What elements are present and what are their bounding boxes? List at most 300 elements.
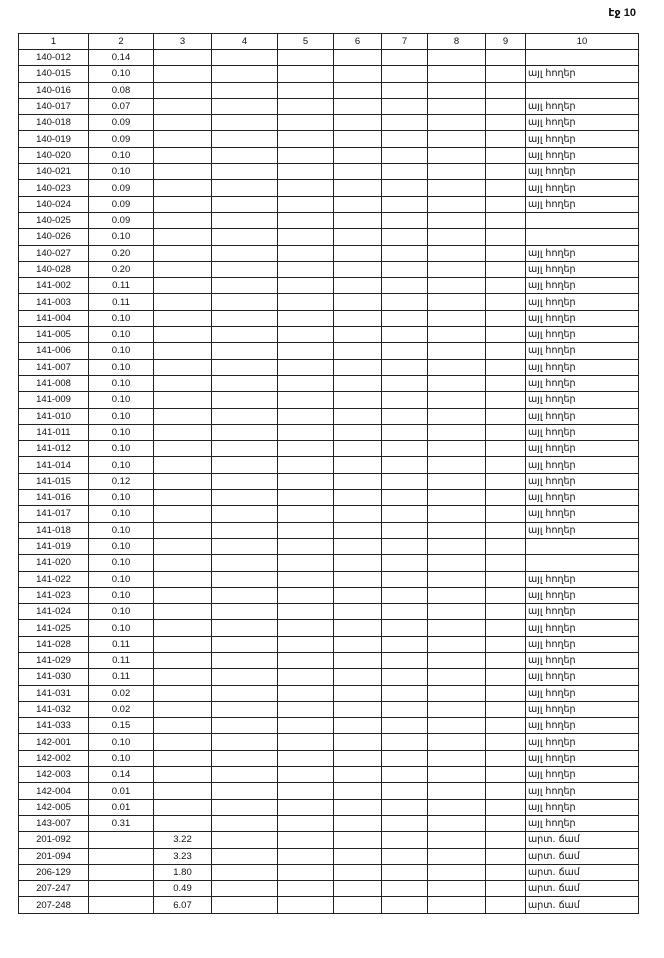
- empty-cell: [486, 555, 526, 571]
- area-col3-cell: [154, 115, 212, 131]
- empty-cell: [486, 881, 526, 897]
- empty-cell: [382, 359, 428, 375]
- area-col3-cell: 6.07: [154, 897, 212, 913]
- empty-cell: [428, 131, 486, 147]
- empty-cell: [486, 441, 526, 457]
- empty-cell: [212, 783, 278, 799]
- empty-cell: [212, 864, 278, 880]
- empty-cell: [428, 571, 486, 587]
- area-cell: [89, 832, 154, 848]
- land-type-cell: այլ հողեր: [526, 164, 639, 180]
- area-cell: 0.10: [89, 327, 154, 343]
- area-cell: 0.10: [89, 604, 154, 620]
- empty-cell: [428, 98, 486, 114]
- table-row: [19, 196, 639, 212]
- empty-cell: [486, 620, 526, 636]
- empty-cell: [212, 278, 278, 294]
- empty-cell: [212, 718, 278, 734]
- parcel-code-cell: 141-024: [19, 604, 89, 620]
- table-row: [19, 66, 639, 82]
- empty-cell: [278, 799, 334, 815]
- empty-cell: [278, 457, 334, 473]
- empty-cell: [428, 669, 486, 685]
- empty-cell: [278, 832, 334, 848]
- empty-cell: [278, 229, 334, 245]
- empty-cell: [278, 555, 334, 571]
- empty-cell: [486, 864, 526, 880]
- empty-cell: [334, 310, 382, 326]
- land-type-cell: այլ հողեր: [526, 457, 639, 473]
- empty-cell: [334, 734, 382, 750]
- area-col3-cell: [154, 343, 212, 359]
- parcel-code-cell: 141-008: [19, 375, 89, 391]
- empty-cell: [334, 261, 382, 277]
- empty-cell: [382, 212, 428, 228]
- empty-cell: [428, 164, 486, 180]
- area-col3-cell: [154, 392, 212, 408]
- empty-cell: [428, 392, 486, 408]
- empty-cell: [428, 767, 486, 783]
- empty-cell: [486, 115, 526, 131]
- empty-cell: [382, 473, 428, 489]
- parcel-code-cell: 141-025: [19, 620, 89, 636]
- land-type-cell: այլ հողեր: [526, 115, 639, 131]
- empty-cell: [428, 66, 486, 82]
- empty-cell: [428, 864, 486, 880]
- land-type-cell: այլ հողեր: [526, 294, 639, 310]
- empty-cell: [428, 587, 486, 603]
- area-col3-cell: [154, 799, 212, 815]
- empty-cell: [278, 245, 334, 261]
- empty-cell: [334, 538, 382, 554]
- empty-cell: [428, 750, 486, 766]
- empty-cell: [212, 701, 278, 717]
- empty-cell: [382, 897, 428, 913]
- area-col3-cell: [154, 261, 212, 277]
- empty-cell: [212, 245, 278, 261]
- col-header: 4: [212, 34, 278, 50]
- empty-cell: [428, 783, 486, 799]
- area-col3-cell: [154, 718, 212, 734]
- empty-cell: [428, 441, 486, 457]
- table-row: [19, 98, 639, 114]
- empty-cell: [278, 180, 334, 196]
- land-type-cell: այլ հողեր: [526, 245, 639, 261]
- land-type-cell: այլ հողեր: [526, 375, 639, 391]
- empty-cell: [382, 669, 428, 685]
- table-row: [19, 343, 639, 359]
- parcel-code-cell: 140-024: [19, 196, 89, 212]
- table-row: [19, 424, 639, 440]
- empty-cell: [382, 815, 428, 831]
- empty-cell: [334, 815, 382, 831]
- empty-cell: [428, 604, 486, 620]
- empty-cell: [278, 408, 334, 424]
- empty-cell: [278, 815, 334, 831]
- parcel-code-cell: 140-012: [19, 50, 89, 66]
- area-col3-cell: [154, 734, 212, 750]
- land-type-cell: այլ հողեր: [526, 310, 639, 326]
- empty-cell: [278, 392, 334, 408]
- empty-cell: [278, 750, 334, 766]
- empty-cell: [212, 50, 278, 66]
- parcel-code-cell: 141-029: [19, 652, 89, 668]
- land-type-cell: այլ հողեր: [526, 473, 639, 489]
- land-type-cell: այլ հողեր: [526, 66, 639, 82]
- empty-cell: [212, 327, 278, 343]
- area-cell: 0.20: [89, 245, 154, 261]
- empty-cell: [334, 392, 382, 408]
- empty-cell: [382, 229, 428, 245]
- area-col3-cell: [154, 701, 212, 717]
- empty-cell: [278, 685, 334, 701]
- empty-cell: [486, 180, 526, 196]
- empty-cell: [278, 506, 334, 522]
- area-col3-cell: [154, 636, 212, 652]
- empty-cell: [278, 131, 334, 147]
- empty-cell: [382, 294, 428, 310]
- empty-cell: [334, 718, 382, 734]
- empty-cell: [212, 685, 278, 701]
- area-cell: 0.10: [89, 457, 154, 473]
- empty-cell: [334, 506, 382, 522]
- empty-cell: [486, 848, 526, 864]
- parcel-code-cell: 141-012: [19, 441, 89, 457]
- empty-cell: [212, 571, 278, 587]
- empty-cell: [212, 636, 278, 652]
- area-cell: 0.01: [89, 783, 154, 799]
- area-col3-cell: [154, 50, 212, 66]
- parcel-code-cell: 143-007: [19, 815, 89, 831]
- table-row: [19, 701, 639, 717]
- area-col3-cell: 0.49: [154, 881, 212, 897]
- empty-cell: [212, 555, 278, 571]
- empty-cell: [428, 685, 486, 701]
- empty-cell: [212, 82, 278, 98]
- empty-cell: [428, 734, 486, 750]
- parcel-code-cell: 140-023: [19, 180, 89, 196]
- area-cell: 0.20: [89, 261, 154, 277]
- table-row: [19, 799, 639, 815]
- empty-cell: [486, 538, 526, 554]
- table-row: [19, 229, 639, 245]
- area-cell: 0.09: [89, 212, 154, 228]
- empty-cell: [334, 571, 382, 587]
- empty-cell: [486, 327, 526, 343]
- table-row: [19, 245, 639, 261]
- area-col3-cell: [154, 473, 212, 489]
- empty-cell: [212, 490, 278, 506]
- parcel-code-cell: 141-020: [19, 555, 89, 571]
- empty-cell: [212, 359, 278, 375]
- empty-cell: [428, 555, 486, 571]
- land-type-cell: այլ հողեր: [526, 278, 639, 294]
- empty-cell: [428, 457, 486, 473]
- empty-cell: [212, 261, 278, 277]
- table-row: [19, 278, 639, 294]
- empty-cell: [428, 652, 486, 668]
- empty-cell: [334, 115, 382, 131]
- empty-cell: [382, 424, 428, 440]
- empty-cell: [382, 652, 428, 668]
- land-type-cell: այլ հողեր: [526, 701, 639, 717]
- empty-cell: [486, 473, 526, 489]
- land-type-cell: այլ հողեր: [526, 408, 639, 424]
- empty-cell: [486, 783, 526, 799]
- area-col3-cell: [154, 652, 212, 668]
- empty-cell: [334, 66, 382, 82]
- area-col3-cell: [154, 685, 212, 701]
- area-cell: 0.07: [89, 98, 154, 114]
- empty-cell: [278, 881, 334, 897]
- table-row: [19, 832, 639, 848]
- parcel-code-cell: 141-015: [19, 473, 89, 489]
- empty-cell: [334, 669, 382, 685]
- empty-cell: [212, 164, 278, 180]
- parcel-code-cell: 141-033: [19, 718, 89, 734]
- land-type-cell: այլ հողեր: [526, 669, 639, 685]
- empty-cell: [212, 457, 278, 473]
- col-header: 5: [278, 34, 334, 50]
- area-cell: 0.10: [89, 408, 154, 424]
- empty-cell: [278, 522, 334, 538]
- empty-cell: [334, 767, 382, 783]
- area-cell: 0.10: [89, 555, 154, 571]
- empty-cell: [382, 457, 428, 473]
- empty-cell: [212, 652, 278, 668]
- col-header: 3: [154, 34, 212, 50]
- parcel-code-cell: 140-020: [19, 147, 89, 163]
- area-cell: 0.10: [89, 506, 154, 522]
- empty-cell: [212, 815, 278, 831]
- parcel-code-cell: 141-018: [19, 522, 89, 538]
- empty-cell: [428, 832, 486, 848]
- area-cell: 0.14: [89, 767, 154, 783]
- empty-cell: [428, 522, 486, 538]
- empty-cell: [486, 815, 526, 831]
- area-cell: 0.10: [89, 620, 154, 636]
- area-cell: 0.10: [89, 310, 154, 326]
- area-cell: [89, 848, 154, 864]
- empty-cell: [278, 538, 334, 554]
- empty-cell: [428, 50, 486, 66]
- empty-cell: [278, 620, 334, 636]
- area-cell: 0.02: [89, 685, 154, 701]
- empty-cell: [486, 294, 526, 310]
- table-row: [19, 897, 639, 913]
- empty-cell: [212, 424, 278, 440]
- empty-cell: [212, 832, 278, 848]
- empty-cell: [486, 522, 526, 538]
- empty-cell: [428, 701, 486, 717]
- empty-cell: [334, 490, 382, 506]
- empty-cell: [212, 881, 278, 897]
- empty-cell: [212, 848, 278, 864]
- land-type-cell: [526, 50, 639, 66]
- empty-cell: [382, 767, 428, 783]
- empty-cell: [278, 310, 334, 326]
- area-cell: 0.10: [89, 522, 154, 538]
- empty-cell: [334, 652, 382, 668]
- parcel-code-cell: 141-002: [19, 278, 89, 294]
- empty-cell: [334, 229, 382, 245]
- empty-cell: [382, 66, 428, 82]
- empty-cell: [278, 718, 334, 734]
- table-row: [19, 261, 639, 277]
- empty-cell: [334, 685, 382, 701]
- empty-cell: [278, 66, 334, 82]
- empty-cell: [486, 131, 526, 147]
- land-type-cell: այլ հողեր: [526, 587, 639, 603]
- table-row: [19, 522, 639, 538]
- empty-cell: [382, 82, 428, 98]
- land-type-cell: այլ հողեր: [526, 343, 639, 359]
- empty-cell: [382, 50, 428, 66]
- area-col3-cell: 3.23: [154, 848, 212, 864]
- empty-cell: [334, 343, 382, 359]
- area-cell: 0.10: [89, 229, 154, 245]
- empty-cell: [334, 180, 382, 196]
- parcel-code-cell: 140-025: [19, 212, 89, 228]
- empty-cell: [428, 375, 486, 391]
- empty-cell: [278, 424, 334, 440]
- area-cell: [89, 864, 154, 880]
- area-col3-cell: [154, 327, 212, 343]
- land-type-cell: [526, 538, 639, 554]
- empty-cell: [278, 490, 334, 506]
- col-header: 6: [334, 34, 382, 50]
- table-row: [19, 294, 639, 310]
- empty-cell: [334, 212, 382, 228]
- table-row: [19, 636, 639, 652]
- area-col3-cell: [154, 815, 212, 831]
- empty-cell: [278, 473, 334, 489]
- empty-cell: [334, 164, 382, 180]
- land-type-cell: այլ հողեր: [526, 734, 639, 750]
- empty-cell: [278, 897, 334, 913]
- area-cell: 0.09: [89, 115, 154, 131]
- empty-cell: [428, 490, 486, 506]
- parcel-code-cell: 141-017: [19, 506, 89, 522]
- land-type-cell: այլ հողեր: [526, 620, 639, 636]
- empty-cell: [278, 701, 334, 717]
- area-col3-cell: [154, 98, 212, 114]
- empty-cell: [334, 799, 382, 815]
- parcel-code-cell: 141-022: [19, 571, 89, 587]
- empty-cell: [212, 66, 278, 82]
- parcel-code-cell: 141-030: [19, 669, 89, 685]
- empty-cell: [278, 359, 334, 375]
- area-col3-cell: [154, 587, 212, 603]
- empty-cell: [486, 636, 526, 652]
- empty-cell: [212, 294, 278, 310]
- empty-cell: [212, 734, 278, 750]
- empty-cell: [382, 604, 428, 620]
- empty-cell: [486, 196, 526, 212]
- parcel-code-cell: 141-010: [19, 408, 89, 424]
- empty-cell: [428, 881, 486, 897]
- area-cell: 0.10: [89, 734, 154, 750]
- empty-cell: [278, 164, 334, 180]
- parcel-code-cell: 142-004: [19, 783, 89, 799]
- area-cell: 0.10: [89, 359, 154, 375]
- table-row: [19, 147, 639, 163]
- empty-cell: [212, 229, 278, 245]
- table-row: [19, 864, 639, 880]
- empty-cell: [278, 571, 334, 587]
- table-row: [19, 555, 639, 571]
- land-type-cell: այլ հողեր: [526, 571, 639, 587]
- empty-cell: [382, 620, 428, 636]
- area-col3-cell: [154, 441, 212, 457]
- empty-cell: [334, 245, 382, 261]
- land-type-cell: այլ հողեր: [526, 327, 639, 343]
- area-col3-cell: [154, 245, 212, 261]
- empty-cell: [278, 147, 334, 163]
- parcel-code-cell: 201-092: [19, 832, 89, 848]
- empty-cell: [212, 506, 278, 522]
- empty-cell: [212, 473, 278, 489]
- empty-cell: [382, 538, 428, 554]
- empty-cell: [212, 897, 278, 913]
- empty-cell: [278, 261, 334, 277]
- empty-cell: [382, 261, 428, 277]
- land-type-cell: այլ հողեր: [526, 147, 639, 163]
- land-type-cell: այլ հողեր: [526, 799, 639, 815]
- empty-cell: [334, 131, 382, 147]
- empty-cell: [486, 669, 526, 685]
- empty-cell: [382, 343, 428, 359]
- empty-cell: [428, 815, 486, 831]
- empty-cell: [428, 506, 486, 522]
- table-row: [19, 457, 639, 473]
- parcel-code-cell: 140-019: [19, 131, 89, 147]
- table-row: [19, 441, 639, 457]
- parcel-code-cell: 141-014: [19, 457, 89, 473]
- empty-cell: [486, 82, 526, 98]
- parcel-code-cell: 142-003: [19, 767, 89, 783]
- area-col3-cell: [154, 408, 212, 424]
- land-type-cell: այլ հողեր: [526, 636, 639, 652]
- empty-cell: [382, 196, 428, 212]
- col-header: 9: [486, 34, 526, 50]
- area-col3-cell: [154, 571, 212, 587]
- table-row: [19, 82, 639, 98]
- empty-cell: [428, 229, 486, 245]
- empty-cell: [212, 767, 278, 783]
- area-cell: 0.02: [89, 701, 154, 717]
- empty-cell: [212, 799, 278, 815]
- table-row: [19, 587, 639, 603]
- empty-cell: [212, 212, 278, 228]
- land-type-cell: այլ հողեր: [526, 424, 639, 440]
- table-row: [19, 310, 639, 326]
- land-type-cell: այլ հողեր: [526, 98, 639, 114]
- table-row: [19, 538, 639, 554]
- empty-cell: [212, 408, 278, 424]
- table-row: [19, 359, 639, 375]
- table-row: [19, 571, 639, 587]
- empty-cell: [428, 196, 486, 212]
- parcel-code-cell: 141-009: [19, 392, 89, 408]
- land-type-cell: [526, 229, 639, 245]
- empty-cell: [278, 327, 334, 343]
- parcel-code-cell: 140-016: [19, 82, 89, 98]
- parcel-code-cell: 207-248: [19, 897, 89, 913]
- empty-cell: [382, 555, 428, 571]
- area-col3-cell: [154, 767, 212, 783]
- empty-cell: [428, 343, 486, 359]
